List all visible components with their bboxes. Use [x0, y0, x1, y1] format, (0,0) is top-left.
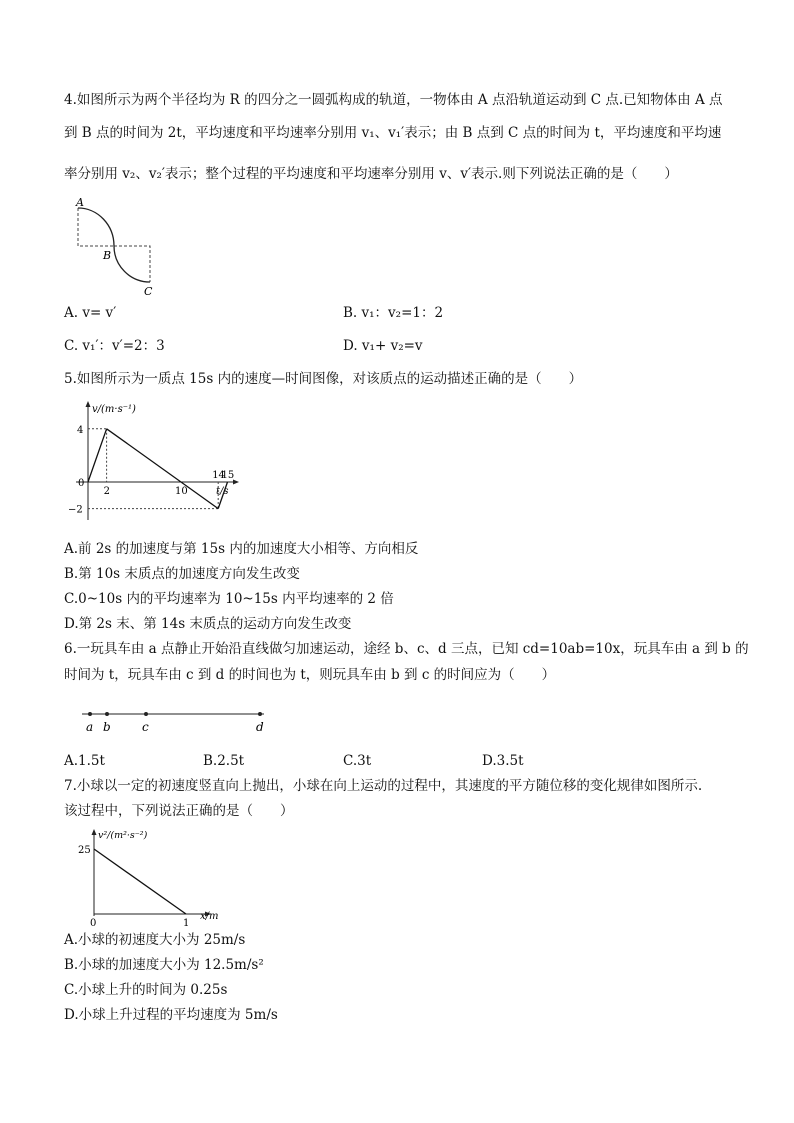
q6-point-d [258, 712, 262, 716]
q5-x-tick-label: 15 [221, 470, 235, 481]
q5-series-segment [107, 429, 219, 509]
q7-x-tick-label: 1 [183, 918, 190, 929]
q5-option-c[interactable]: C.0~10s 内的平均速率为 10~15s 内平均速率的 2 倍 [64, 591, 394, 607]
q5-origin-label: 0 [78, 478, 85, 489]
q4-label-b: B [103, 249, 112, 262]
q4-label-c: C [144, 285, 153, 298]
q6-stem-line-2: 时间为 t，玩具车由 c 到 d 的时间也为 t，则玩具车由 b 到 c 的时间应为（ ） [64, 667, 556, 683]
q5-option-b[interactable]: B.第 10s 末质点的加速度方向发生改变 [64, 566, 300, 582]
q7-option-b[interactable]: B.小球的加速度大小为 12.5m/s² [64, 957, 264, 973]
q7-stem-line-1: 7.小球以一定的初速度竖直向上抛出，小球在向上运动的过程中，其速度的平方随位移的变化规律如图所示. [64, 778, 703, 794]
q6-option-b[interactable]: B.2.5t [203, 753, 245, 769]
q4-arc-ab [78, 208, 114, 246]
q4-option-c[interactable]: C. v₁′：v′=2：3 [64, 338, 165, 354]
q6-label-a: a [86, 720, 94, 734]
q6-option-d[interactable]: D.3.5t [482, 753, 524, 769]
q5-x-tick-label: 10 [175, 486, 188, 497]
q4-arc-bc [114, 246, 150, 282]
q5-y-arrow [86, 401, 91, 407]
q6-stem-line-1: 6.一玩具车由 a 点静止开始沿直线做匀加速运动，途经 b、c、d 三点，已知 cd=10ab=10x，玩具车由 a 到 b 的 [64, 641, 749, 657]
q6-label-c: c [142, 720, 149, 734]
q5-vt-chart [66, 398, 242, 528]
q7-v2x-chart [72, 826, 248, 930]
q4-track-figure [66, 196, 166, 300]
q7-stem-line-2: 该过程中，下列说法正确的是（ ） [64, 803, 294, 819]
q4-stem-line-3: 率分别用 v₂、v₂′表示；整个过程的平均速度和平均速率分别用 v、v′表示.则下列说法正确的是（ ） [64, 166, 678, 182]
q5-option-d[interactable]: D.第 2s 末、第 14s 末质点的运动方向发生改变 [64, 616, 352, 632]
q4-label-a: A [76, 196, 84, 209]
q7-y-label: v²/(m²·s⁻²) [98, 830, 148, 841]
q7-y-tick-label: 25 [78, 845, 91, 856]
q6-label-b: b [103, 720, 111, 734]
q6-label-d: d [256, 720, 264, 734]
q7-option-a[interactable]: A.小球的初速度大小为 25m/s [64, 932, 246, 948]
q4-option-b[interactable]: B. v₁：v₂=1：2 [343, 305, 444, 321]
q4-option-d[interactable]: D. v₁+ v₂=v [343, 338, 423, 354]
q5-y-tick-label: −2 [68, 504, 83, 516]
q7-option-c[interactable]: C.小球上升的时间为 0.25s [64, 982, 228, 998]
q6-point-a [88, 712, 92, 716]
q7-x-label: x/m [200, 911, 219, 922]
q5-series-segment [88, 429, 107, 482]
q6-option-a[interactable]: A.1.5t [64, 753, 105, 769]
q6-point-c [144, 712, 148, 716]
q5-y-label: v/(m·s⁻¹) [92, 404, 136, 415]
q5-x-tick-label: 14 [212, 470, 225, 481]
q5-x-label: t/s [216, 486, 229, 497]
q7-option-d[interactable]: D.小球上升过程的平均速度为 5m/s [64, 1007, 278, 1023]
q4-stem-line-2: 到 B 点的时间为 2t，平均速度和平均速率分别用 v₁、v₁′表示；由 B 点到 C 点的时间为 t，平均速度和平均速 [64, 125, 722, 141]
q5-y-tick-label: 4 [77, 424, 84, 436]
q5-option-a[interactable]: A.前 2s 的加速度与第 15s 内的加速度大小相等、方向相反 [64, 541, 419, 557]
q6-point-b [105, 712, 109, 716]
q7-y-arrow [92, 829, 97, 835]
q4-option-a[interactable]: A. v= v′ [64, 305, 117, 321]
q6-line-figure [80, 705, 280, 735]
q6-option-c[interactable]: C.3t [343, 753, 372, 769]
q4-stem-line-1: 4.如图所示为两个半径均为 R 的四分之一圆弧构成的轨道，一物体由 A 点沿轨道运动到 C 点.已知物体由 A 点 [64, 92, 723, 108]
q7-x-tick-label: 0 [90, 918, 97, 929]
q5-x-tick-label: 2 [103, 486, 110, 497]
q5-stem: 5.如图所示为一质点 15s 内的速度—时间图像，对该质点的运动描述正确的是（ ） [64, 371, 583, 387]
q7-series-line [94, 849, 186, 914]
